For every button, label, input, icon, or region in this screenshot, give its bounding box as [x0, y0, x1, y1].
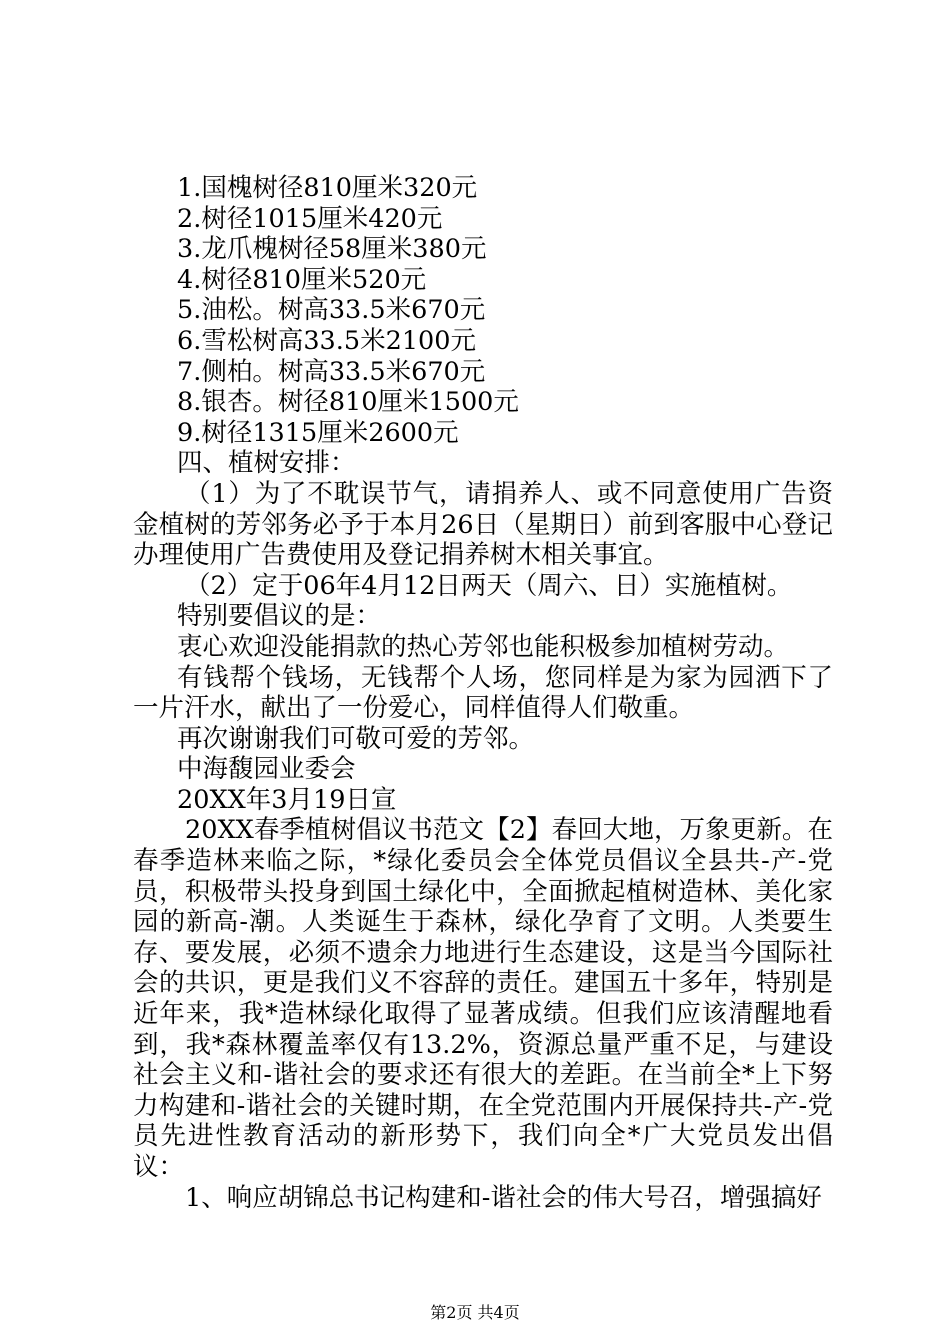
- point-1: 1、响应胡锦总书记构建和-谐社会的伟大号召，增强搞好: [185, 1182, 822, 1213]
- price-item-1: 1.国槐树径810厘米320元: [177, 173, 478, 203]
- document-body: [133, 173, 833, 1213]
- price-item-9: 9.树径1315厘米2600元: [177, 417, 459, 448]
- signature: 中海馥园业委会: [177, 754, 356, 785]
- price-item-4: 4.树径810厘米520元: [177, 264, 427, 295]
- price-item-2: 2.树径1015厘米420元: [177, 203, 443, 234]
- section-heading: 四、植树安排：: [177, 448, 356, 479]
- page-footer: 第2页 共4页: [430, 1303, 520, 1322]
- sample-2-paragraph: 20XX春季植树倡议书范文【2】春回大地，万象更新。在春季造林来临之际，*绿化委员会全体党员倡议全县共-产-党员，积极带头投身到国土绿化中，全面掀起植树造林、美化家园的新高-潮。人类诞生于森林，绿化孕育了文明。人类要生存、要发展，必须不遗余力地进行生态建设，这是当今国际社会的共识，更是我们义不容辞的责任。建国五十多年，特别是近年来，我*造林绿化取得了显著成绩。但我们应该清醒地看到，我*森林覆盖率仅有13.2%，资源总量严重不足，与建设社会主义和-谐社会的要求还有很大的差距。在当前全*上下努力构建和-谐社会的关键时期，在全党范围内开展保持共-产-党员先进性教育活动的新形势下，我们向全*广大党员发出倡议：: [133, 815, 833, 1182]
- thanks-line: 再次谢谢我们可敬可爱的芳邻。: [177, 723, 535, 754]
- welcome-line: 衷心欢迎没能捐款的热心芳邻也能积极参加植树劳动。: [177, 631, 790, 662]
- money-help-paragraph: 有钱帮个钱场，无钱帮个人场，您同样是为家为园洒下了一片汗水，献出了一份爱心，同样值得人们敬重。: [133, 662, 833, 724]
- arrangement-paragraph-2: （2）定于06年4月12日两天（周六、日）实施植树。: [185, 570, 793, 601]
- price-item-5: 5.油松。树高33.5米670元: [177, 295, 486, 326]
- arrangement-paragraph-1: （1）为了不耽误节气，请捐养人、或不同意使用广告资金植树的芳邻务必予于本月26日（星期日）前到客服中心登记办理使用广告费使用及登记捐养树木相关事宜。: [133, 478, 833, 571]
- special-note: 特别要倡议的是：: [177, 601, 382, 632]
- date-line: 20XX年3月19日宣: [177, 784, 397, 815]
- price-item-8: 8.银杏。树径810厘米1500元: [177, 387, 519, 418]
- price-item-6: 6.雪松树高33.5米2100元: [177, 325, 477, 356]
- price-item-7: 7.侧柏。树高33.5米670元: [177, 356, 486, 387]
- price-item-3: 3.龙爪槐树径58厘米380元: [177, 234, 487, 265]
